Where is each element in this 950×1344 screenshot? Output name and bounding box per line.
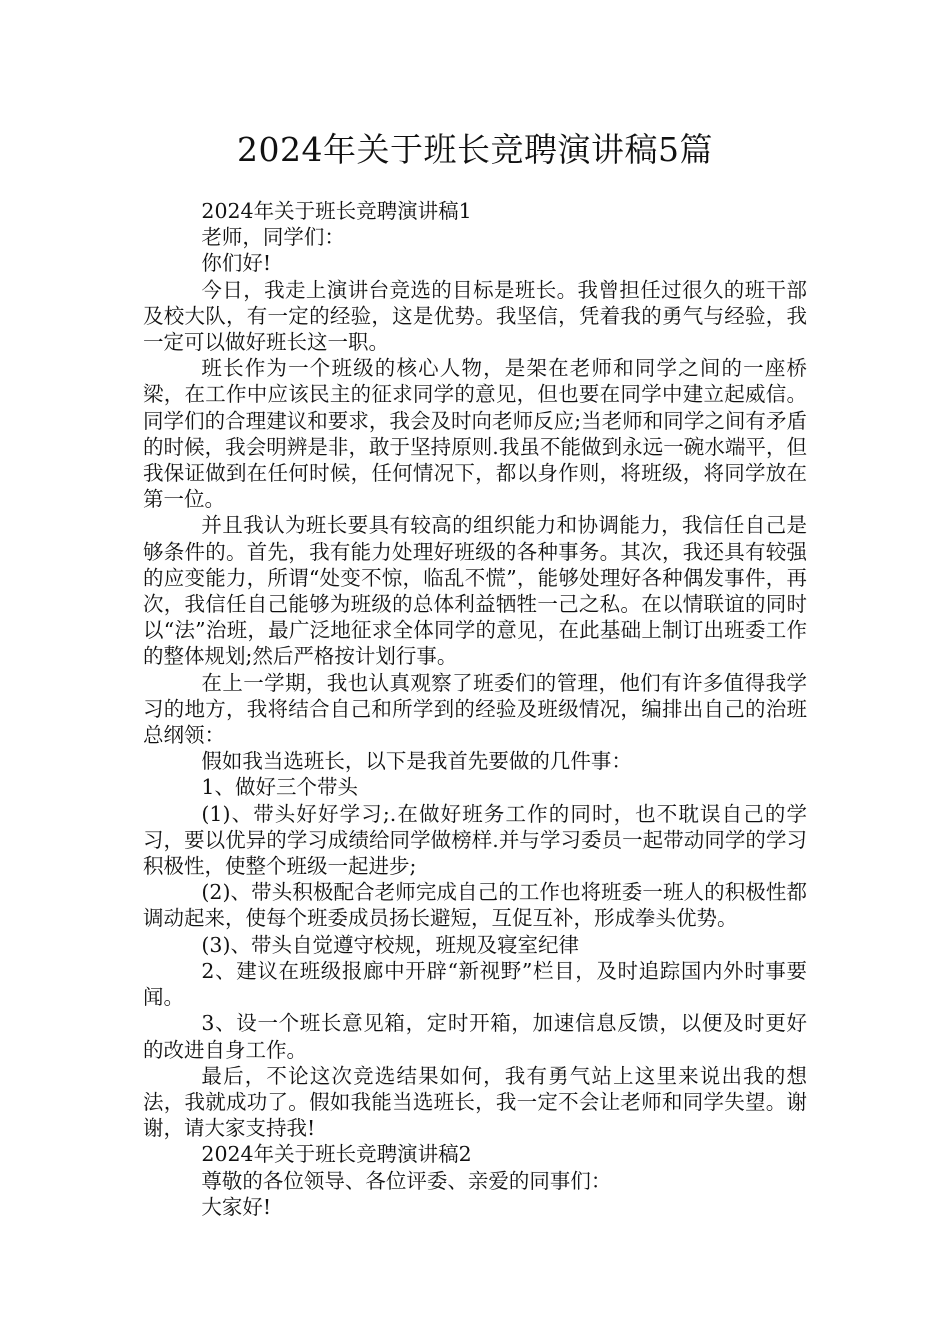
list-item: (2)、带头积极配合老师完成自己的工作也将班委一班人的积极性都调动起来，使每个班委成员扬长避短，互促互补，形成拳头优势。 [143, 880, 807, 931]
body-paragraph: 假如我当选班长，以下是我首先要做的几件事： [201, 749, 632, 774]
section-heading-2: 2024年关于班长竞聘演讲稿2 [201, 1142, 472, 1167]
greeting-line: 大家好! [201, 1194, 272, 1219]
greeting-line: 尊敬的各位领导、各位评委、亲爱的同事们： [201, 1168, 612, 1193]
greeting-line: 老师，同学们： [201, 225, 345, 250]
document-title: 2024年关于班长竞聘演讲稿5篇 [237, 130, 713, 169]
list-item: 2、建议在班级报廊中开辟“新视野”栏目，及时追踪国内外时事要闻。 [143, 958, 807, 1010]
document-body [143, 198, 807, 1220]
section-heading-1: 2024年关于班长竞聘演讲稿1 [201, 199, 472, 223]
body-paragraph: 并且我认为班长要具有较高的组织能力和协调能力，我信任自己是够条件的。首先，我有能力处理好班级的各种事务。其次，我还具有较强的应变能力，所谓“处变不惊，临乱不慌”，能够处理好各种偶发事件，再次，我信任自己能够为班级的总体利益牺牲一己之私。在以情联谊的同时以“法”治班，最广泛地征求全体同学的意见，在此基础上制订出班委工作的整体规划;然后严格按计划行事。 [143, 513, 807, 669]
body-paragraph: 最后，不论这次竞选结果如何，我有勇气站上这里来说出我的想法，我就成功了。假如我能当选班长，我一定不会让老师和同学失望。谢谢，请大家支持我! [143, 1063, 807, 1141]
list-item: (1)、带头好好学习;.在做好班务工作的同时，也不耽误自己的学习，要以优异的学习成绩给同学做榜样.并与学习委员一起带动同学的学习积极性，使整个班级一起进步; [143, 801, 807, 879]
list-item: 1、做好三个带头 [201, 775, 358, 800]
body-paragraph: 今日，我走上演讲台竞选的目标是班长。我曾担任过很久的班干部及校大队，有一定的经验，这是优势。我坚信，凭着我的勇气与经验，我一定可以做好班长这一职。 [143, 277, 807, 355]
greeting-line: 你们好! [201, 251, 272, 276]
body-paragraph: 班长作为一个班级的核心人物，是架在老师和同学之间的一座桥梁，在工作中应该民主的征求同学的意见，但也要在同学中建立起威信。同学们的合理建议和要求，我会及时向老师反应;当老师和同学之间有矛盾的时候，我会明辨是非，敢于坚持原则.我虽不能做到永远一碗水端平，但我保证做到在任何时候，任何情况下，都以身作则，将班级，将同学放在第一位。 [143, 356, 807, 512]
body-paragraph: 在上一学期，我也认真观察了班委们的管理，他们有许多值得我学习的地方，我将结合自己和所学到的经验及班级情况，编排出自己的治班总纲领： [143, 670, 807, 748]
list-item: 3、设一个班长意见箱，定时开箱，加速信息反馈，以便及时更好的改进自身工作。 [143, 1011, 807, 1062]
list-item: (3)、带头自觉遵守校规，班规及寝室纪律 [201, 932, 579, 957]
